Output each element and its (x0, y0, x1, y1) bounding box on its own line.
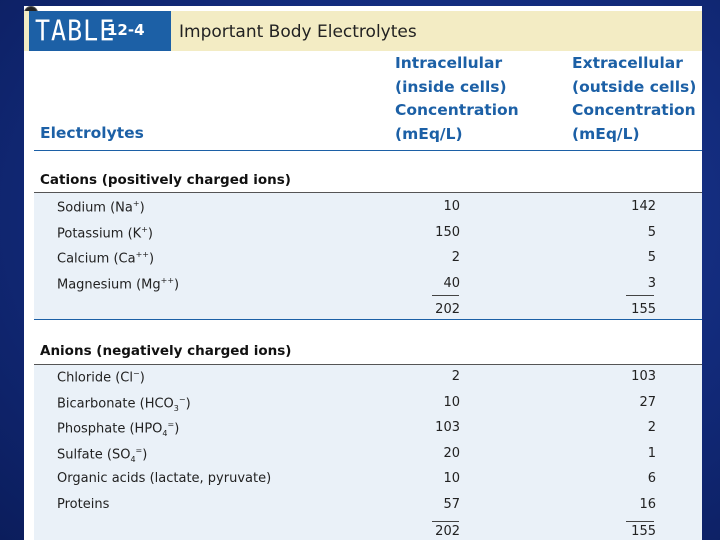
electrolyte-name-text: Sulfate (SO (57, 446, 131, 462)
electrolyte-name-tail: ) (139, 370, 145, 386)
electrolyte-name-text: Chloride (Cl (57, 370, 133, 386)
intracellular-value: 57 (443, 496, 460, 512)
extracellular-value: 16 (639, 496, 656, 512)
electrolyte-name-tail: ) (174, 276, 180, 292)
electrolyte-name-text: Potassium (K (57, 225, 142, 241)
electrolyte-name (57, 250, 154, 266)
electrolyte-charge: = (135, 445, 143, 455)
electrolyte-name-text: Magnesium (Mg (57, 276, 161, 292)
intracellular-value: 2 (451, 369, 460, 384)
electrolyte-name-text: Calcium (Ca (57, 251, 136, 267)
electrolyte-name-text: Bicarbonate (HCO (57, 395, 174, 411)
electrolyte-name (57, 225, 153, 241)
table-title: Important Body Electrolytes (179, 22, 417, 42)
extracellular-value: 103 (631, 369, 656, 384)
header-intracellular-line: (mEq/L) (395, 124, 463, 143)
header-rule (34, 150, 702, 151)
anions-total-intra: 202 (435, 524, 460, 539)
intracellular-value: 2 (451, 250, 460, 265)
electrolyte-name (57, 420, 179, 438)
electrolyte-charge: − (132, 369, 140, 378)
electrolyte-name (57, 369, 145, 385)
table-tag-word: TABLE (35, 14, 116, 48)
table-row (34, 441, 702, 466)
electrolyte-name (57, 276, 179, 292)
electrolyte-name (57, 497, 109, 512)
intracellular-value: 20 (443, 445, 460, 461)
electrolyte-charge: = (167, 420, 175, 429)
cations-end-rule (34, 319, 702, 320)
electrolyte-name (57, 446, 147, 464)
extracellular-value: 3 (647, 275, 656, 291)
intracellular-value: 40 (443, 275, 460, 291)
electrolyte-name-tail: ) (142, 446, 148, 462)
extracellular-value: 5 (647, 224, 656, 240)
header-electrolytes: Electrolytes (40, 124, 144, 142)
extracellular-value: 1 (647, 445, 656, 461)
table-row (34, 245, 702, 270)
cations-sum-line-intra (432, 295, 459, 296)
cations-total-intra: 202 (435, 302, 460, 317)
electrolyte-name (57, 199, 145, 215)
intracellular-value: 10 (443, 394, 460, 410)
table-row (34, 390, 702, 415)
anions-sum-line-intra (432, 521, 459, 522)
extracellular-value: 142 (631, 199, 656, 214)
electrolyte-name (57, 471, 271, 486)
electrolyte-subscript: 4 (130, 454, 136, 464)
header-intracellular-line: Intracellular (395, 54, 503, 72)
electrolyte-subscript: 4 (162, 428, 168, 438)
extracellular-value: 6 (647, 471, 656, 486)
table-row (34, 364, 702, 389)
table-tag (29, 11, 171, 51)
electrolyte-name-text: Organic acids (lactate, pyruvate) (57, 471, 272, 486)
anions-sum-line-extra (626, 521, 654, 522)
table-number: 12-4 (107, 21, 145, 39)
table-row (34, 415, 702, 440)
electrolyte-name-text: Proteins (57, 496, 110, 512)
electrolyte-name-tail: ) (148, 251, 155, 267)
electrolyte-name-tail: ) (174, 421, 180, 437)
electrolyte-charge: ++ (135, 250, 149, 259)
electrolyte-name (57, 395, 191, 413)
electrolyte-name-tail: ) (147, 225, 153, 241)
table-row (34, 466, 702, 491)
electrolyte-charge: − (178, 394, 186, 404)
intracellular-value: 150 (435, 224, 460, 240)
electrolyte-charge: ++ (160, 275, 175, 285)
extracellular-value: 27 (639, 394, 656, 410)
electrolyte-charge: + (132, 199, 140, 208)
header-intracellular (395, 52, 519, 146)
table-row (34, 220, 702, 245)
intracellular-value: 103 (435, 420, 460, 435)
table-row (34, 271, 702, 296)
electrolyte-subscript: 3 (173, 403, 179, 413)
intracellular-value: 10 (443, 471, 460, 486)
header-extracellular-line: Concentration (572, 101, 696, 119)
header-intracellular-line: (inside cells) (395, 77, 507, 96)
header-extracellular-line: (mEq/L) (572, 124, 640, 143)
electrolyte-name-text: Sodium (Na (57, 200, 133, 216)
table-row (34, 194, 702, 219)
electrolyte-name-tail: ) (139, 200, 145, 216)
electrolyte-name-text: Phosphate (HPO (57, 421, 163, 437)
header-extracellular (572, 52, 696, 146)
electrolyte-name-tail: ) (185, 395, 191, 411)
cations-sum-line-extra (626, 295, 654, 296)
header-intracellular-line: Concentration (395, 101, 519, 119)
cations-total-extra: 155 (631, 302, 656, 317)
header-extracellular-line: (outside cells) (572, 77, 697, 96)
table-row (34, 492, 702, 517)
intracellular-value: 10 (443, 199, 460, 214)
extracellular-value: 2 (647, 420, 656, 435)
anions-total-extra: 155 (631, 524, 656, 539)
cations-heading: Cations (positively charged ions) (40, 172, 291, 188)
extracellular-value: 5 (647, 250, 656, 265)
anions-heading: Anions (negatively charged ions) (40, 343, 292, 359)
electrolyte-charge: + (141, 224, 148, 234)
table-page (24, 6, 702, 540)
header-extracellular-line: Extracellular (572, 54, 683, 72)
